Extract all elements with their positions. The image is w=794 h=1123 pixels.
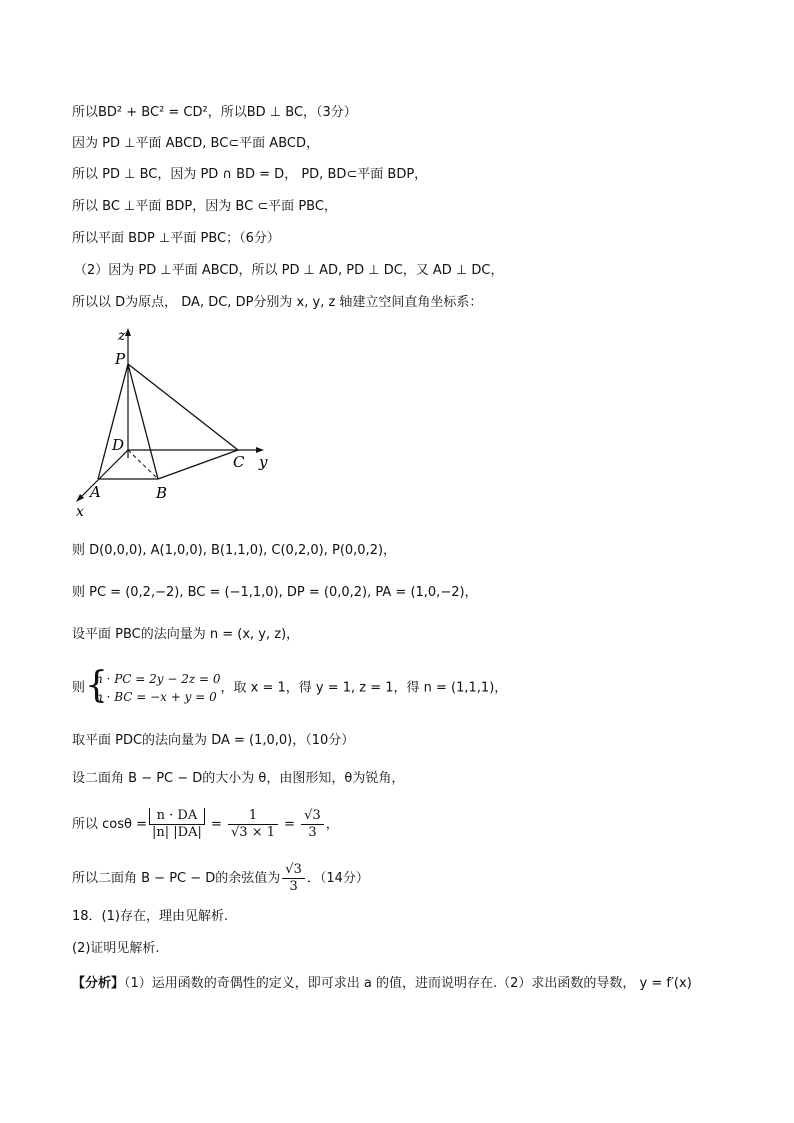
cos-fraction-2 [228, 808, 278, 841]
text-line-6: （2）因为 PD ⊥平面 ABCD，所以 PD ⊥ AD, PD ⊥ DC，又 AD ⊥ DC， [74, 263, 504, 278]
cos-fraction-3 [301, 808, 324, 841]
text-line-14 [72, 808, 339, 841]
text-line-17: (2)证明见解析. [72, 941, 160, 956]
text-line-4: 所以 BC ⊥平面 BDP，因为 BC ⊂平面 PBC， [72, 199, 337, 214]
label-z: z [118, 328, 126, 344]
label-D: D [112, 436, 125, 454]
line-11-prefix: 则 [72, 680, 86, 696]
cos-eq-1: = [206, 817, 227, 832]
label-B: B [156, 484, 168, 502]
text-line-7: 所以以 D为原点， DA, DC, DP分别为 x, y, z 轴建立空间直角坐标系： [72, 295, 483, 310]
text-line-2: 因为 PD ⊥平面 ABCD, BC⊂平面 ABCD， [72, 136, 319, 151]
label-A: A [90, 483, 101, 501]
brace: { [85, 665, 108, 706]
text-line-11 [72, 665, 508, 706]
text-line-10: 设平面 PBC的法向量为 n = (x, y, z)， [72, 627, 300, 642]
edge-DB [128, 450, 158, 479]
cos-fraction-3-den: 3 [308, 825, 317, 840]
edge-PB [128, 364, 158, 479]
analysis-text: （1）运用函数的奇偶性的定义，即可求出 a 的值，进而说明存在.（2）求出函数的导数， y = f′(x) [124, 976, 692, 991]
answer-suffix: ．（14分） [306, 871, 369, 886]
cos-suffix: ， [325, 817, 339, 832]
text-line-16: 18．(1)存在，理由见解析. [72, 909, 229, 924]
cos-fraction-1 [149, 808, 205, 841]
label-x: x [76, 504, 84, 520]
answer-fraction-num: √3 [282, 862, 305, 879]
answer-prefix: 所以二面角 B − PC − D的余弦值为 [72, 871, 281, 886]
edge-PC [128, 364, 238, 450]
text-line-15 [72, 862, 369, 895]
text-line-9: 则 PC = (0,2,−2), BC = (−1,1,0), DP = (0,0,2), PA = (1,0,−2)， [72, 585, 478, 600]
cos-fraction-2-num: 1 [228, 808, 278, 825]
cos-fraction-3-num: √3 [301, 808, 324, 825]
equation-row-2: n · BC = −x + y = 0 [95, 690, 217, 704]
label-y: y [259, 453, 268, 471]
text-line-3: 所以 PD ⊥ BC，因为 PD ∩ BD = D， PD, BD⊂平面 BDP， [72, 167, 428, 182]
cos-fraction-2-den: √3 × 1 [231, 825, 275, 840]
line-11-suffix: ，取 x = 1，得 y = 1, z = 1，得 n = (1,1,1)， [220, 680, 508, 696]
label-P: P [115, 350, 126, 368]
edge-BC [158, 450, 238, 479]
text-line-1: 所以BD² + BC² = CD²，所以BD ⊥ BC，（3分） [72, 105, 357, 120]
text-line-13: 设二面角 B − PC − D的大小为 θ，由图形知，θ为锐角， [72, 771, 405, 786]
equation-system [85, 665, 221, 706]
analysis-label: 【分析】 [72, 976, 125, 991]
equation-row-1: n · PC = 2y − 2z = 0 [95, 672, 221, 686]
answer-fraction [282, 862, 305, 895]
text-line-5: 所以平面 BDP ⊥平面 PBC；（6分） [72, 231, 280, 246]
pyramid-figure [70, 322, 290, 522]
cos-eq-2: = [280, 817, 300, 832]
cos-prefix: 所以 cosθ = [72, 817, 147, 832]
answer-fraction-den: 3 [289, 879, 298, 894]
edge-PA [98, 364, 128, 479]
text-line-18 [72, 975, 692, 993]
label-C: C [233, 453, 245, 471]
cos-fraction-1-den: |n| |DA| [152, 825, 202, 840]
text-line-8: 则 D(0,0,0), A(1,0,0), B(1,1,0), C(0,2,0), P(0,0,2)， [72, 543, 397, 558]
text-line-12: 取平面 PDC的法向量为 DA = (1,0,0)，（10分） [72, 733, 355, 748]
cos-fraction-1-num: n · DA [149, 808, 205, 825]
z-axis-arrow [125, 328, 131, 336]
